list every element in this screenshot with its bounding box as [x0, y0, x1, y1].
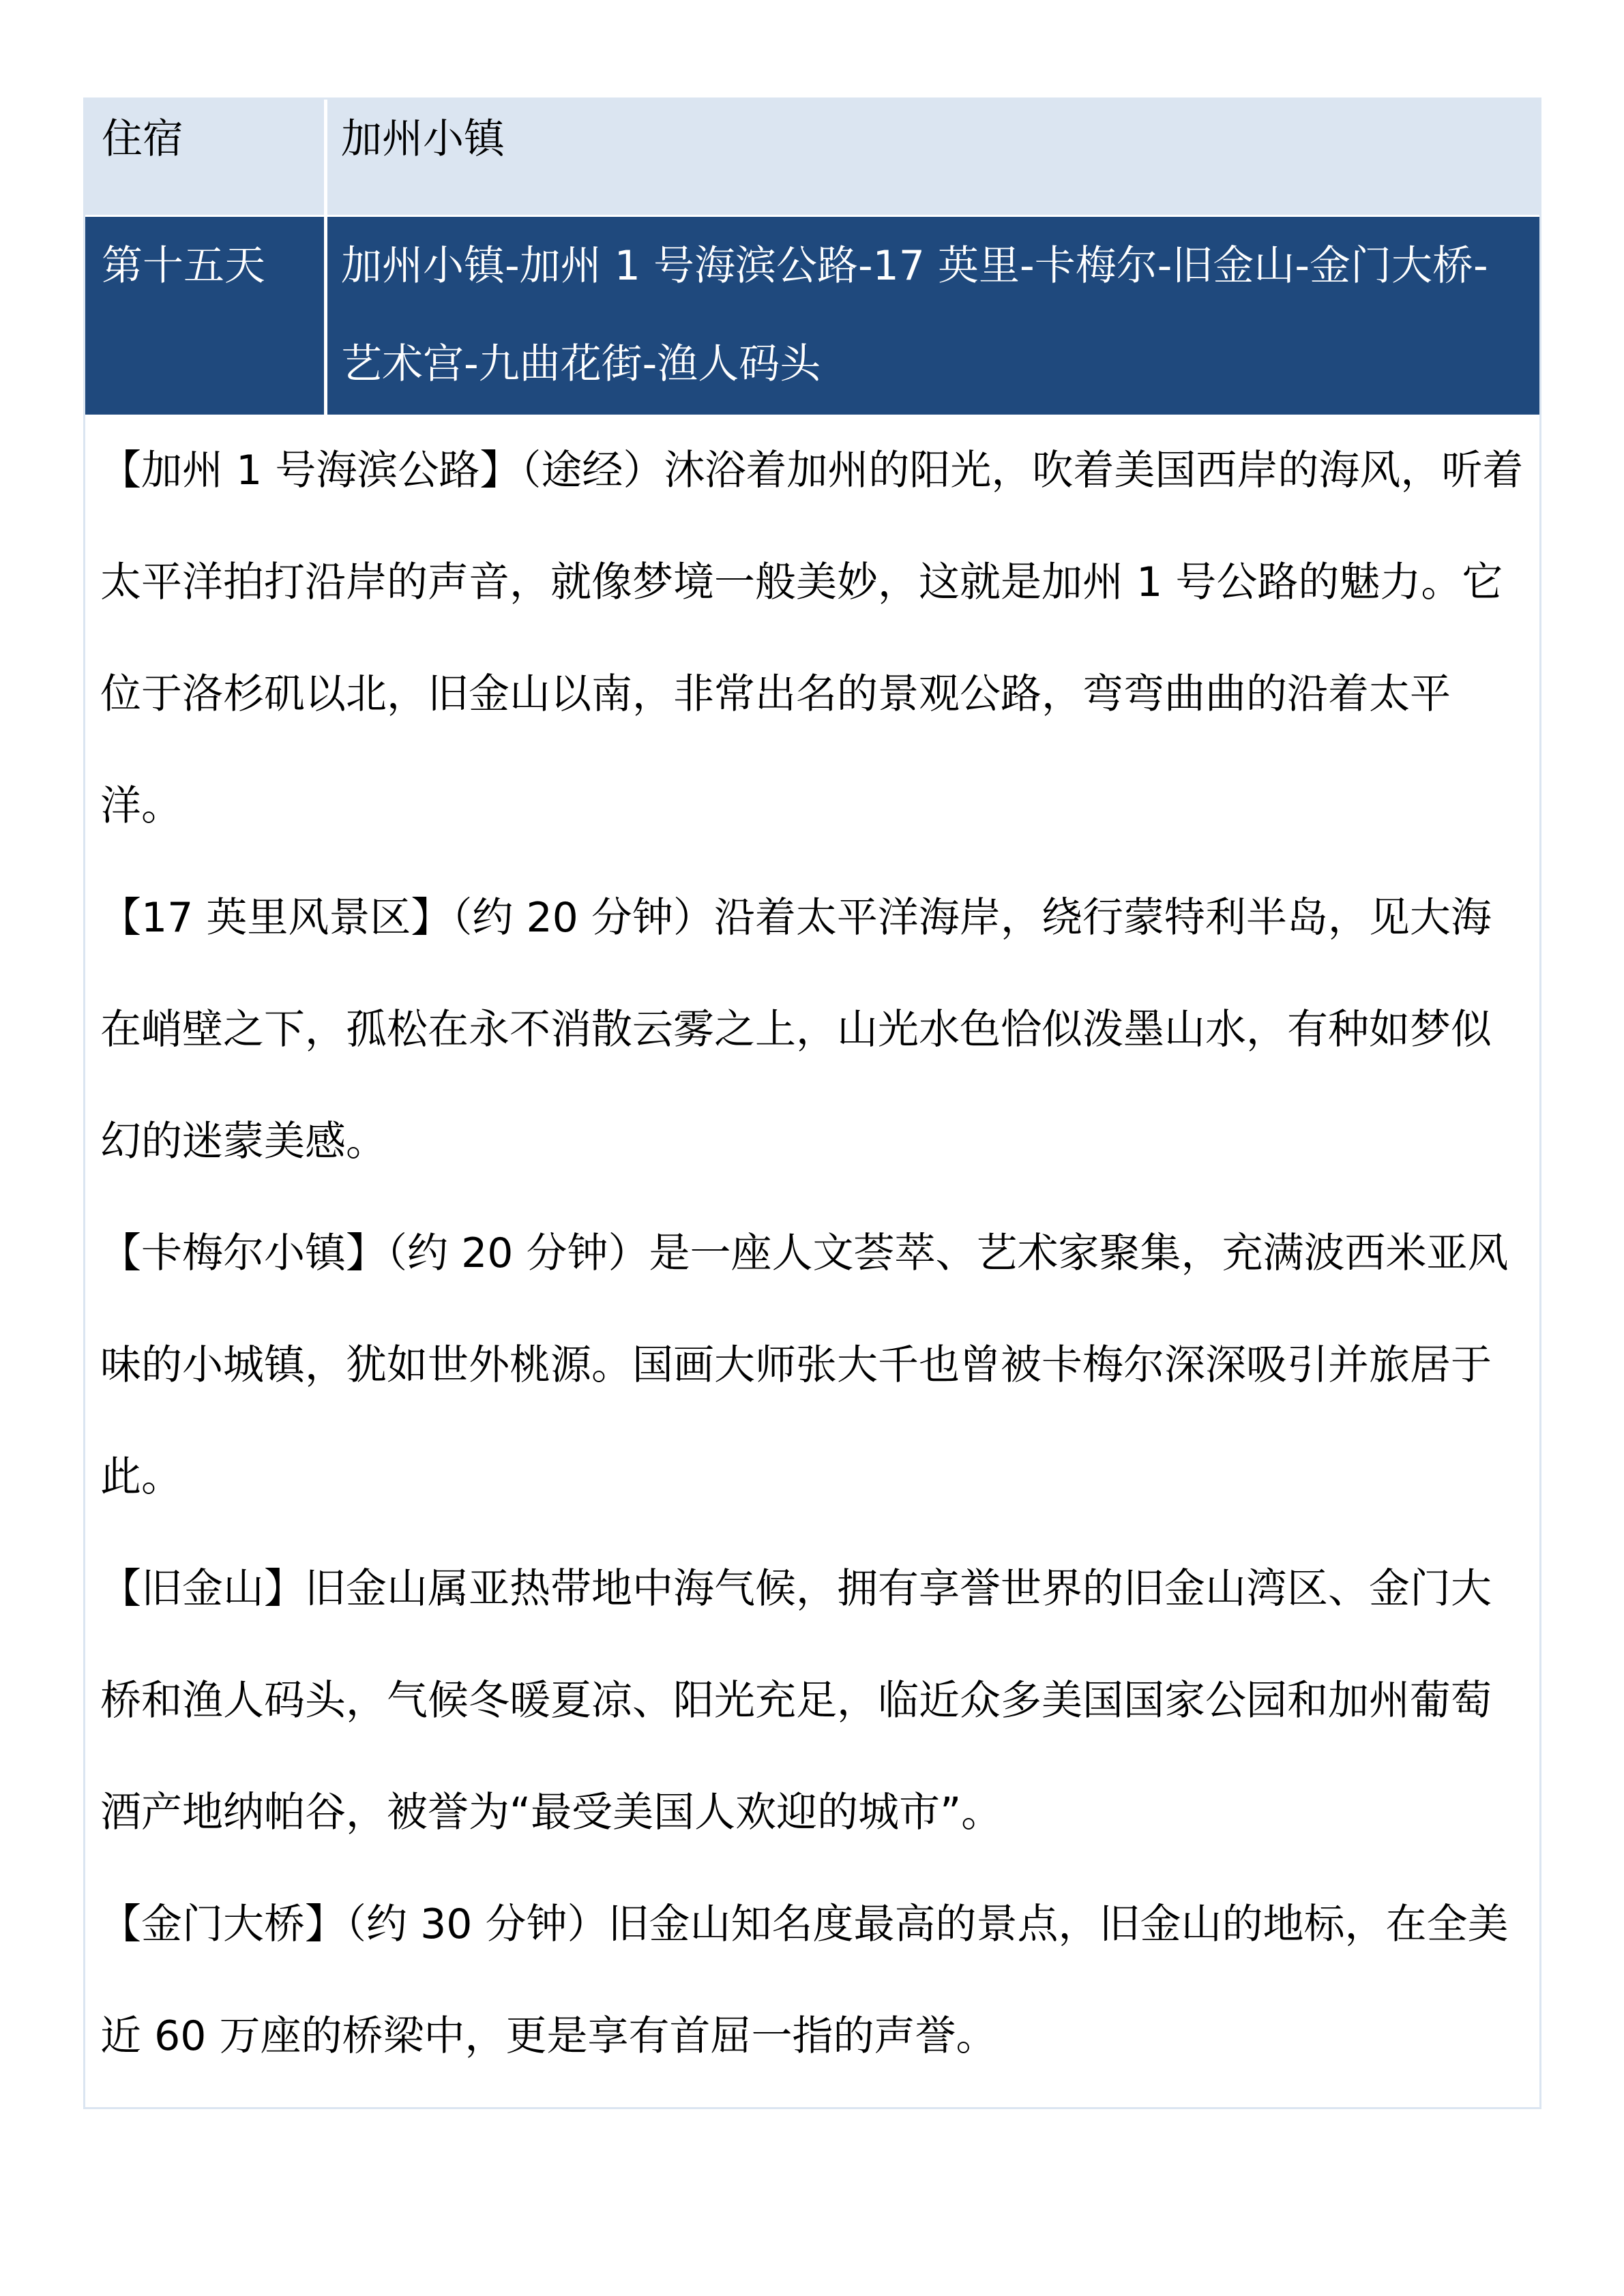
paragraph-pacific-coast-highway: 【加州 1 号海滨公路】（途经）沐浴着加州的阳光，吹着美国西岸的海风，听着太平洋拍打沿岸的声音，就像梦境一般美妙，这就是加州 1 号公路的魅力。它位于洛杉矶以北，旧金山以南，非常出名的景观公路，弯弯曲曲的沿着太平洋。 [100, 447, 1524, 830]
day-route: 加州小镇-加州 1 号海滨公路-17 英里-卡梅尔-旧金山-金门大桥-艺术宫-九曲花街-渔人码头 [341, 242, 1488, 388]
day-description [85, 415, 1539, 2107]
day-row [85, 217, 1539, 415]
itinerary-table [83, 98, 1541, 2109]
lodging-label: 住宿 [85, 100, 327, 215]
paragraph-golden-gate-bridge: 【金门大桥】（约 30 分钟）旧金山知名度最高的景点，旧金山的地标，在全美近 60 万座的桥梁中，更是享有首屈一指的声誉。 [100, 1900, 1509, 2060]
paragraph-carmel: 【卡梅尔小镇】（约 20 分钟）是一座人文荟萃、艺术家聚集，充满波西米亚风味的小城镇，犹如世外桃源。国画大师张大千也曾被卡梅尔深深吸引并旅居于此。 [100, 1229, 1509, 1501]
lodging-row [85, 100, 1539, 217]
lodging-value: 加州小镇 [341, 115, 505, 163]
paragraph-san-francisco: 【旧金山】旧金山属亚热带地中海气候，拥有享誉世界的旧金山湾区、金门大桥和渔人码头，气候冬暖夏凉、阳光充足，临近众多美国国家公园和加州葡萄酒产地纳帕谷，被誉为“最受美国人欢迎的城市”。 [100, 1565, 1492, 1836]
day-label: 第十五天 [85, 217, 327, 415]
paragraph-17-mile-drive: 【17 英里风景区】（约 20 分钟）沿着太平洋海岸，绕行蒙特利半岛，见大海在峭壁之下，孤松在永不消散云雾之上，山光水色恰似泼墨山水，有种如梦似幻的迷蒙美感。 [100, 894, 1492, 1165]
